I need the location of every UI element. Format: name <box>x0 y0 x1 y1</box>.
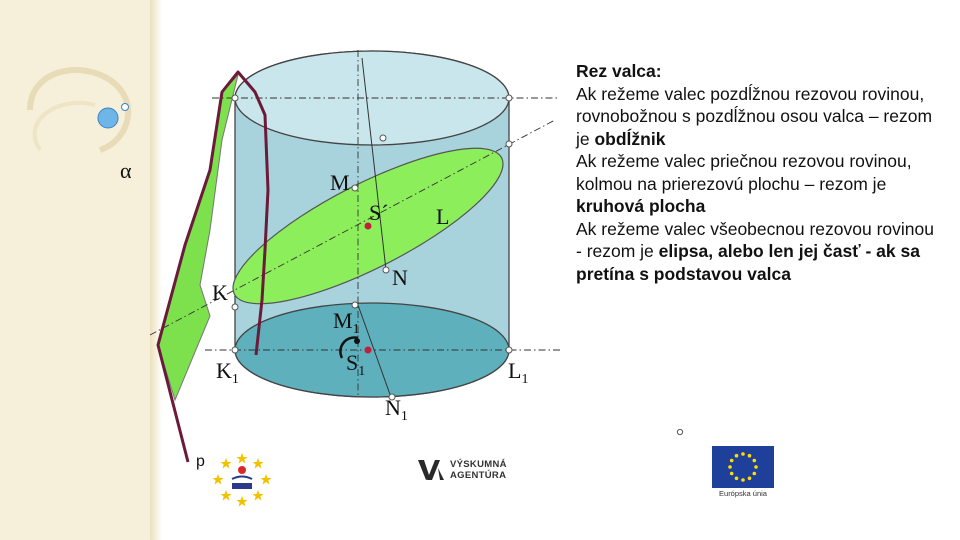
label-K1-sub: 1 <box>231 372 239 387</box>
label-L1-main: L <box>508 358 522 383</box>
label-p: p <box>196 453 205 470</box>
agency-logo <box>418 456 528 484</box>
paragraph-transverse <box>576 150 936 218</box>
agency-mark-icon <box>418 458 446 482</box>
agency-name-line2: AGENTÚRA <box>450 470 507 481</box>
label-N1-main: N <box>385 395 401 420</box>
label-N1 <box>385 395 408 424</box>
paragraph-general <box>576 218 936 286</box>
label-M1-main: M <box>333 308 353 333</box>
eu-stars-icon <box>712 446 774 488</box>
label-K1-main: K <box>216 358 232 383</box>
label-S1-main: S <box>346 350 359 375</box>
label-K1 <box>216 358 239 387</box>
label-S1-sub: 1 <box>358 364 366 379</box>
point-S1 <box>365 347 372 354</box>
plane-alpha <box>158 75 238 400</box>
label-S-prime: S´ <box>369 200 389 225</box>
label-K: K <box>212 280 228 305</box>
label-M1-sub: 1 <box>352 322 360 337</box>
eu-flag <box>712 446 774 488</box>
label-N: N <box>392 265 408 290</box>
eu-logo <box>712 446 774 502</box>
result-rectangle: obdĺžnik <box>594 128 666 149</box>
section-title: Rez valca: <box>576 61 662 81</box>
label-L1-sub: 1 <box>521 372 529 387</box>
paragraph-general-text: Ak režeme valec všeobecnou rezovou rovinou - rezom je <box>576 218 934 261</box>
label-M: M <box>330 170 350 195</box>
agency-name <box>450 459 507 481</box>
label-alpha: α <box>120 158 132 183</box>
label-L: L <box>436 204 450 229</box>
explanation-text <box>576 60 936 285</box>
paragraph-longitudinal-text: Ak režeme valec pozdĺžnou rezovou rovinou, rovnobožnou s pozdĺžnou osou valca – rezom je <box>576 83 933 149</box>
agency-name-line1: VÝSKUMNÁ <box>450 459 507 470</box>
eu-caption: Európska únia <box>719 489 767 498</box>
emblem-logo <box>212 452 272 508</box>
decor-bubble-small <box>122 104 129 111</box>
label-L1 <box>508 358 528 387</box>
result-ellipse: elipsa, alebo len jej časť - ak sa pretína s podstavou valca <box>576 241 920 284</box>
decor-bubble-large <box>98 108 118 128</box>
label-N1-sub: 1 <box>400 409 408 424</box>
result-circle: kruhová plocha <box>576 196 706 216</box>
paragraph-transverse-text: Ak režeme valec priečnou rezovou rovinou, kolmou na prierezovú plochu – rezom je <box>576 151 912 194</box>
paragraph-longitudinal <box>576 83 936 151</box>
